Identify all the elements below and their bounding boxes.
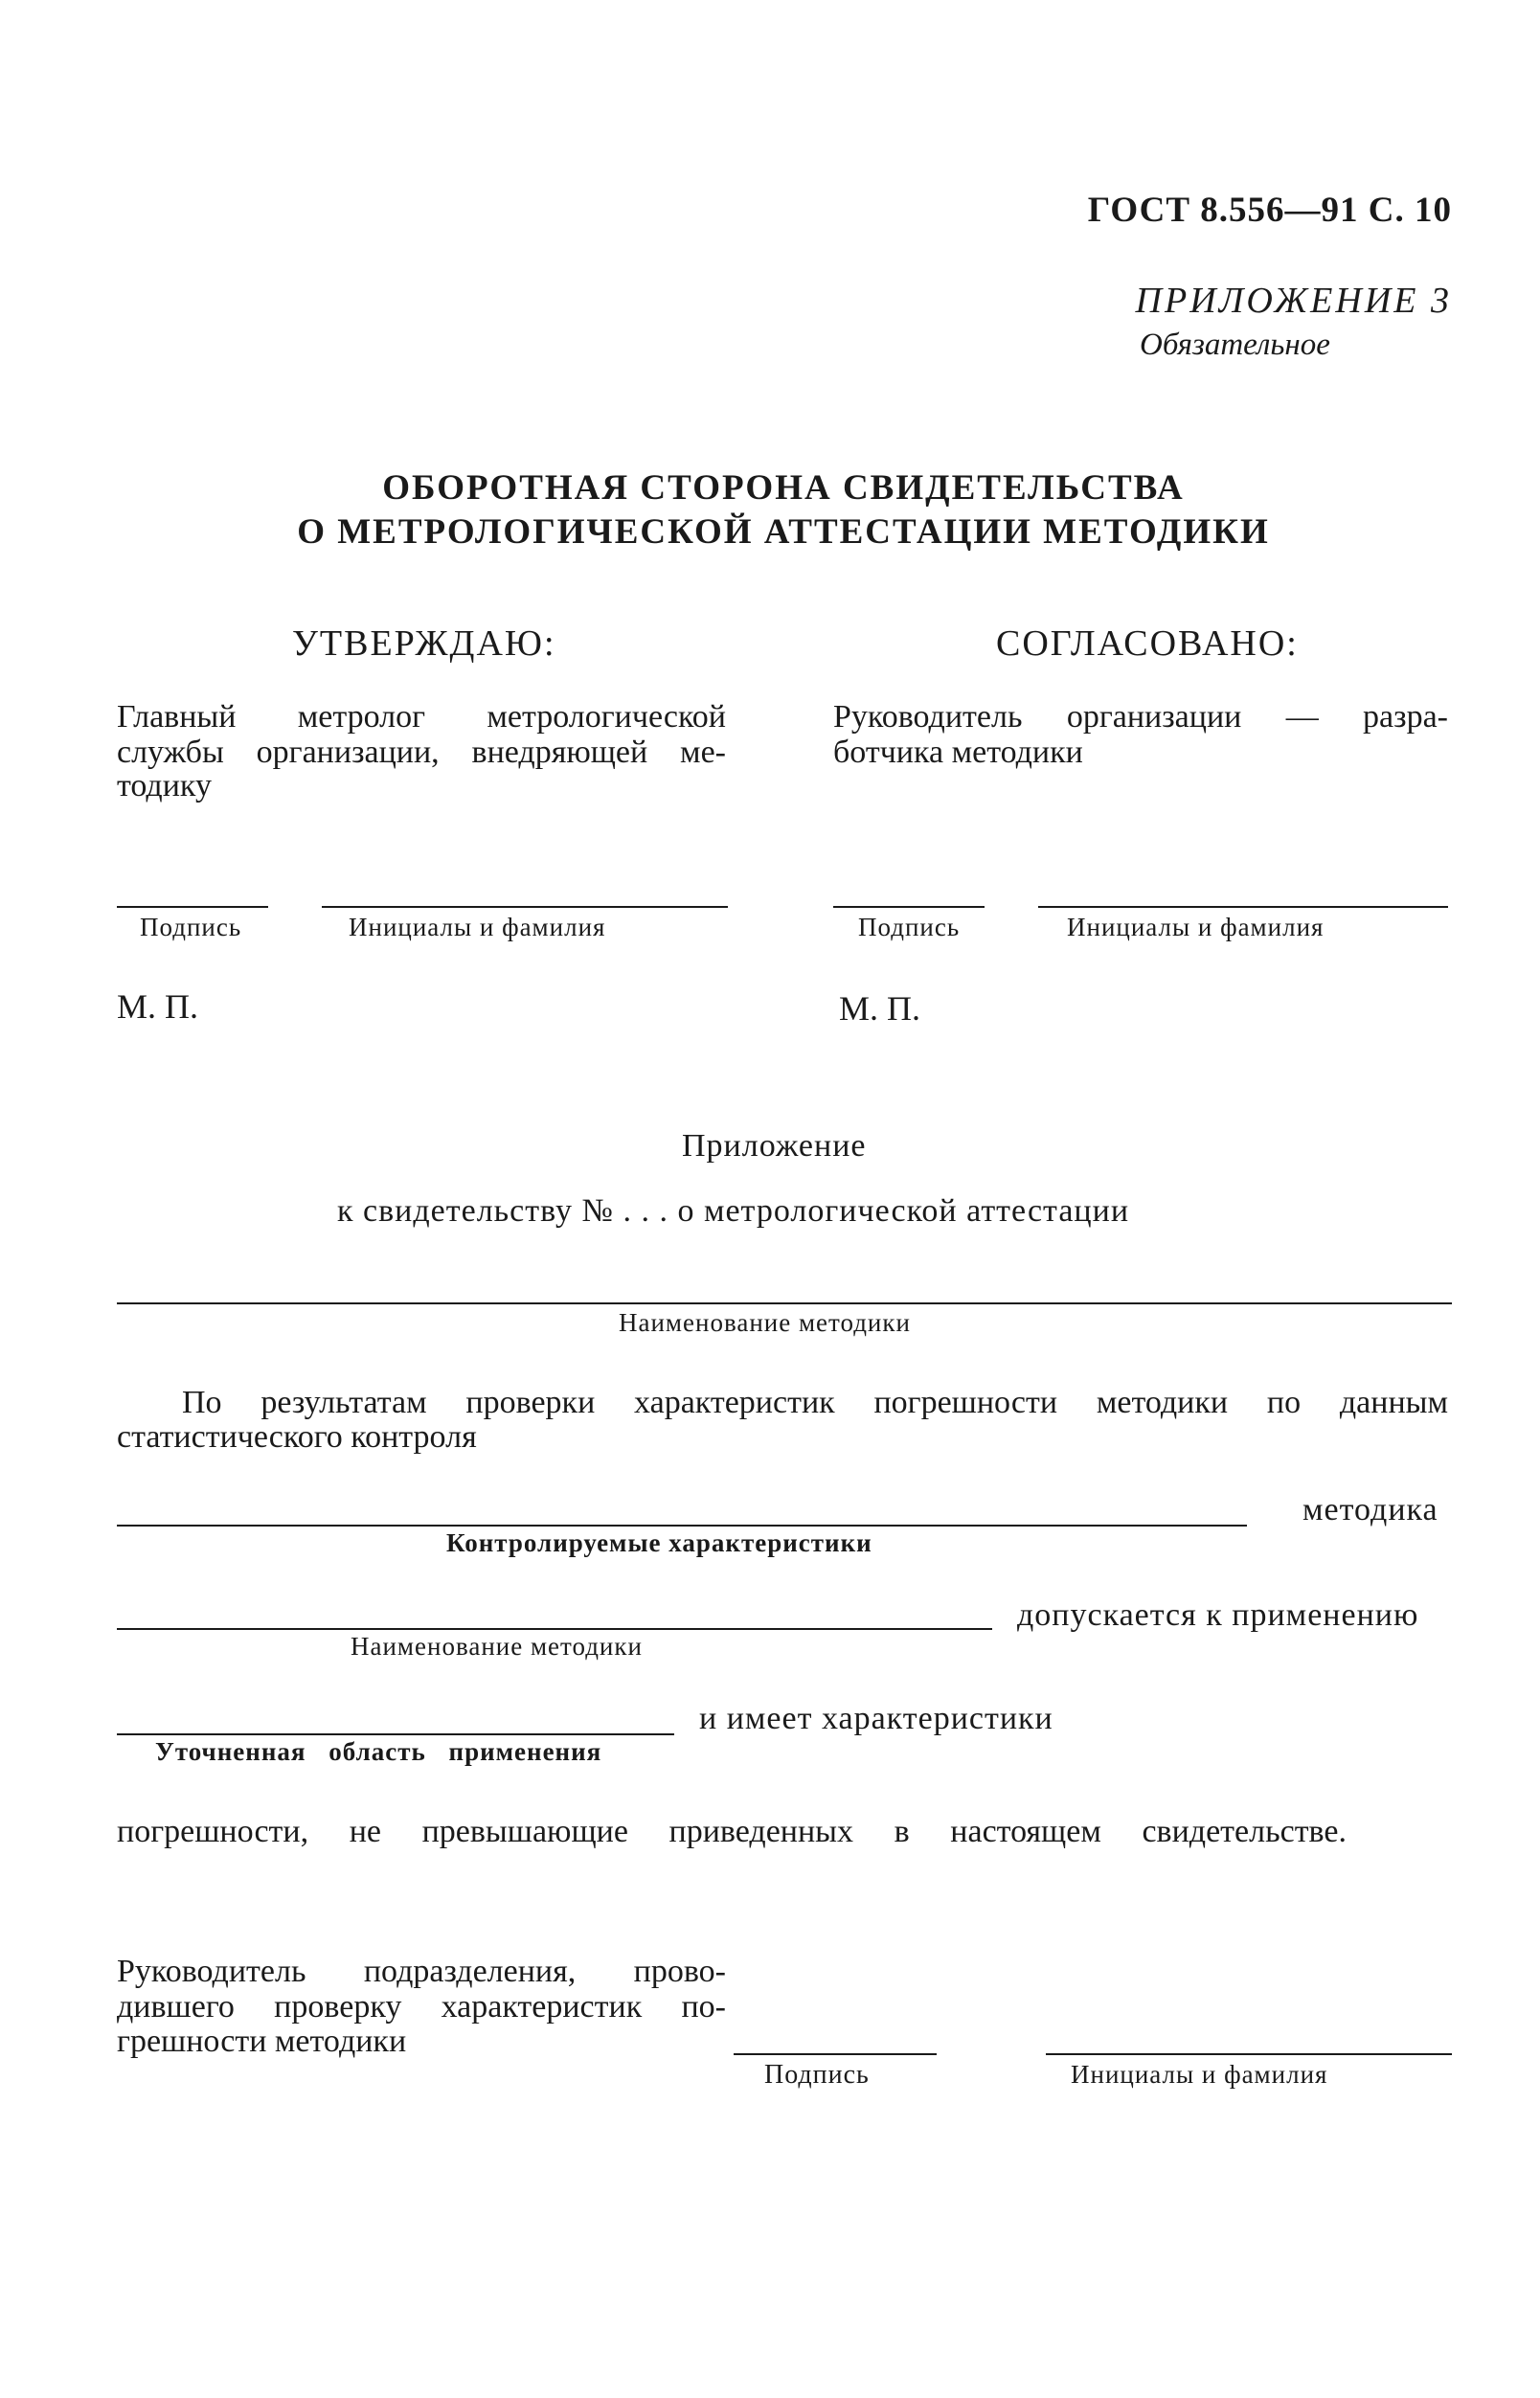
approve-signature-line [117,906,268,908]
approve-heading: УТВЕРЖДАЮ: [292,623,556,664]
scope-caption: Уточненная область применения [155,1737,602,1766]
agree-text-line-2: ботчика методики [833,735,1083,770]
agree-heading: СОГЛАСОВАНО: [996,623,1299,664]
method-name-line [117,1302,1452,1304]
appendix-label: ПРИЛОЖЕНИЕ 3 [1135,281,1452,321]
agree-signature-line [833,906,985,908]
title-line-2: О МЕТРОЛОГИЧЕСКОЙ АТТЕСТАЦИИ МЕТОДИКИ [297,512,1270,552]
methodology-word: методика [1302,1492,1438,1527]
admitted-method-line [117,1628,992,1630]
agree-text-line-1: Руководитель организации — разра- [833,699,1448,735]
appendix-status: Обязательное [1140,328,1330,362]
agree-seal: М. П. [839,989,921,1028]
annex-title: Приложение [682,1128,867,1164]
footer-text-line-2: дившего проверку характеристик по- [117,1989,726,2025]
approve-text-line-1: Главный метролог метрологической [117,699,726,735]
standard-number: ГОСТ 8.556—91 С. 10 [1087,191,1452,230]
agree-signature-caption: Подпись [858,913,961,941]
approve-name-caption: Инициалы и фамилия [349,913,606,941]
footer-signature-caption: Подпись [764,2060,870,2090]
footer-name-line [1046,2053,1452,2055]
scope-line [117,1733,674,1735]
admitted-text: допускается к применению [1017,1597,1419,1633]
annex-subtitle: к свидетельству № . . . о метрологической аттестации [337,1193,1130,1229]
has-characteristics-text: и имеет характеристики [699,1701,1053,1736]
result-paragraph-line-2: статистического контроля [117,1419,477,1455]
title-line-1: ОБОРОТНАЯ СТОРОНА СВИДЕТЕЛЬСТВА [382,468,1185,508]
approve-name-line [322,906,728,908]
agree-name-caption: Инициалы и фамилия [1067,913,1325,941]
controlled-characteristics-line [117,1525,1247,1527]
footer-text-line-1: Руководитель подразделения, прово- [117,1954,726,1989]
footer-name-caption: Инициалы и фамилия [1071,2060,1328,2089]
approve-signature-caption: Подпись [140,913,242,941]
controlled-characteristics-caption: Контролируемые характеристики [446,1528,872,1557]
footer-text-line-3: грешности методики [117,2024,407,2059]
approve-text-line-2: службы организации, внедряющей ме- [117,735,726,770]
conclusion-text: погрешности, не превышающие приведенных в настоящем свидетельстве. [117,1814,1347,1849]
footer-signature-line [734,2053,937,2055]
admitted-method-caption: Наименование методики [351,1632,643,1661]
approve-text-line-3: тодику [117,768,212,803]
method-name-caption: Наименование методики [619,1308,911,1337]
approve-seal: М. П. [117,987,199,1026]
agree-name-line [1038,906,1448,908]
result-paragraph-line-1: По результатам проверки характеристик погрешности методики по данным [182,1385,1448,1420]
